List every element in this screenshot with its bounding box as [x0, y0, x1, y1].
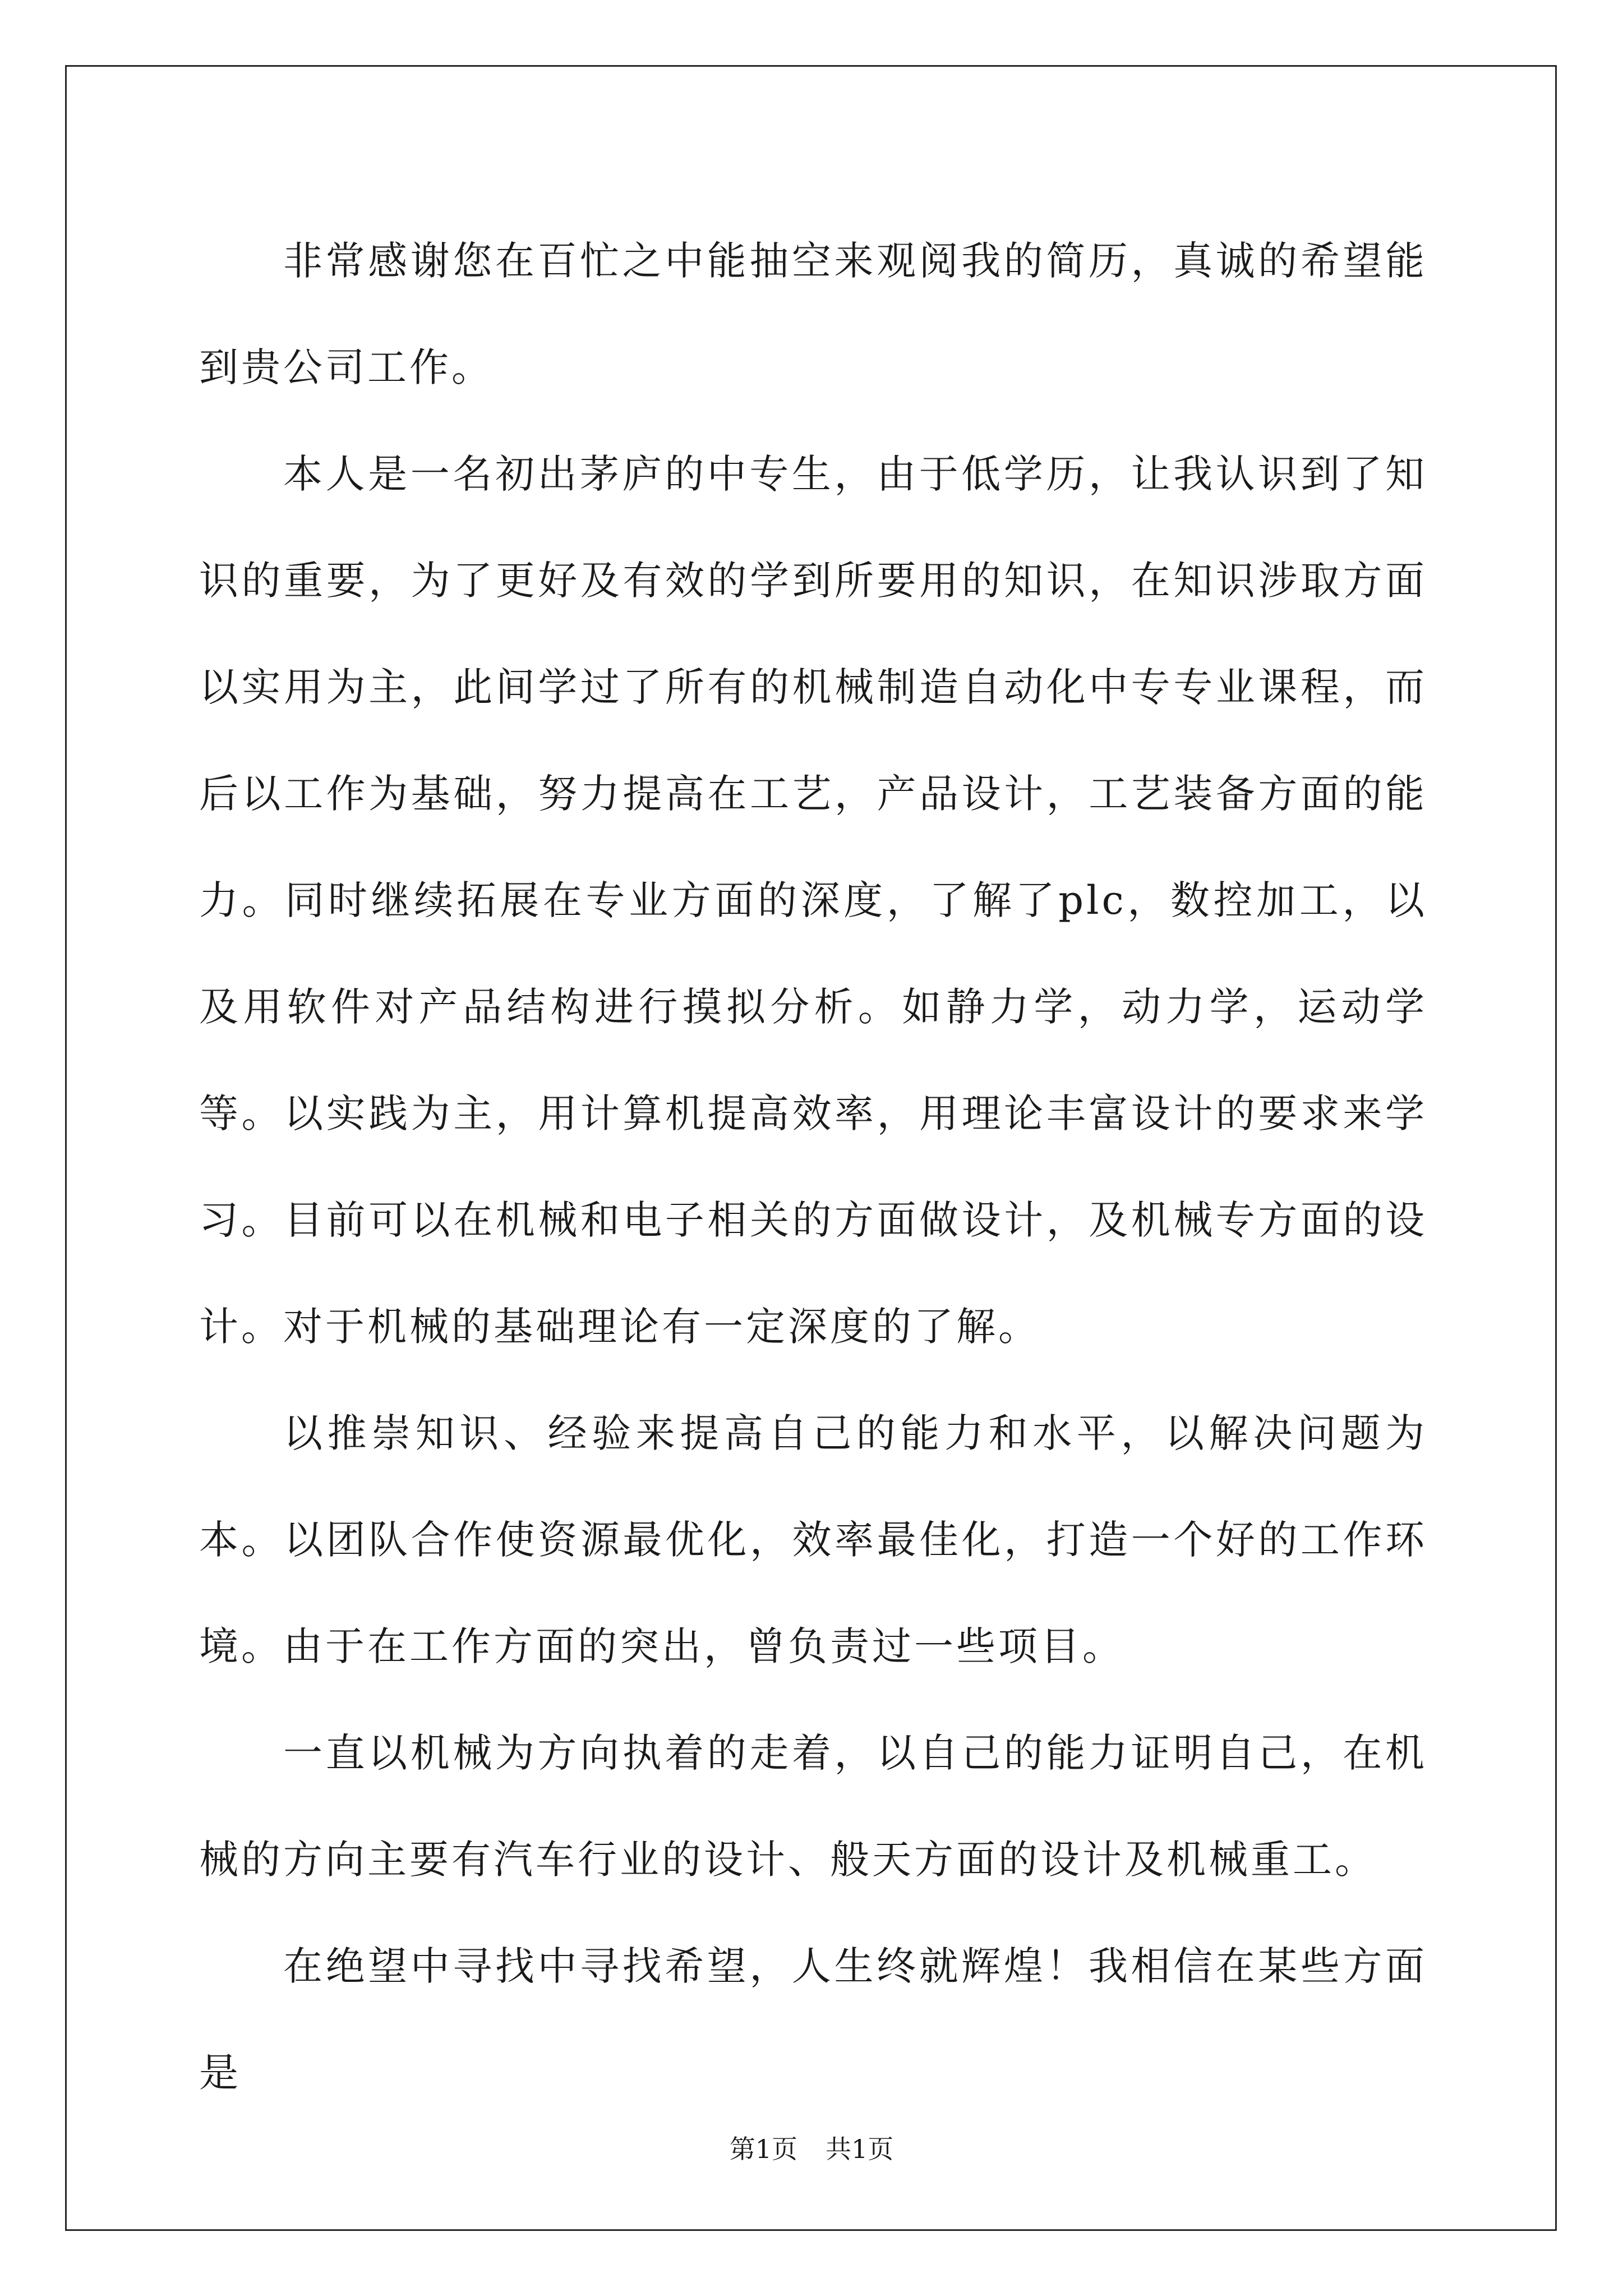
paragraph: 在绝望中寻找中寻找希望，人生终就辉煌！我相信在某些方面是: [199, 1943, 1427, 2096]
paragraph: 本人是一名初出茅庐的中专生，由于低学历，让我认识到了知识的重要，为了更好及有效的学到所要用的知识，在知识涉取方面以实用为主，此间学过了所有的机械制造自动化中专专业课程，而后以工作为基础，努力提高在工艺，产品设计，工艺装备方面的能力。同时继续拓展在专业方面的深度，了解了plc，数控加工，以及用软件对产品结构进行摸拟分析。如静力学，动力学，运动学等。以实践为主，用计算机提高效率，用理论丰富设计的要求来学习。目前可以在机械和电子相关的方面做设计，及机械专方面的设计。对于机械的基础理论有一定深度的了解。: [199, 451, 1427, 1350]
paragraph: 以推崇知识、经验来提高自己的能力和水平，以解决问题为本。以团队合作使资源最优化，效率最佳化，打造一个好的工作环境。由于在工作方面的突出，曾负责过一些项目。: [199, 1410, 1427, 1669]
paragraph: 非常感谢您在百忙之中能抽空来观阅我的简历，真诚的希望能到贵公司工作。: [199, 238, 1427, 390]
paragraph: 一直以机械为方向执着的走着，以自己的能力证明自己，在机械的方向主要有汽车行业的设计、般天方面的设计及机械重工。: [199, 1730, 1427, 1883]
document-body: [199, 208, 1427, 2126]
page-number-total: 共1页: [826, 2134, 894, 2164]
page-number-current: 第1页: [729, 2134, 797, 2164]
page-footer: [0, 2129, 1623, 2166]
